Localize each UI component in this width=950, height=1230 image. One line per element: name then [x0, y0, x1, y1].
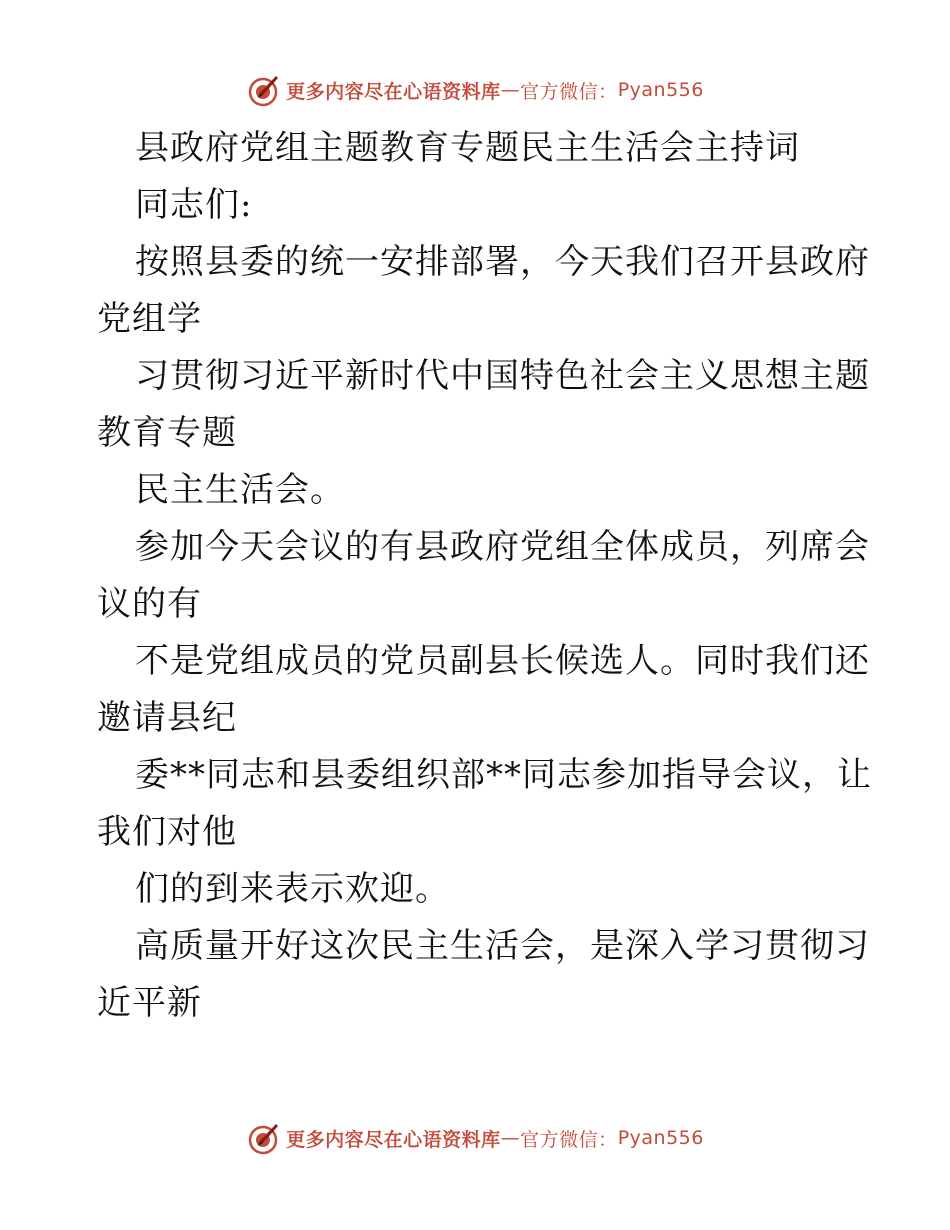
banner-site-name: 更多内容尽在心语资料库	[286, 1128, 501, 1151]
paragraph-line: 议的有	[97, 584, 202, 624]
banner-wechat-label: 官方微信：	[520, 80, 618, 103]
paragraph-line: 们的到来表示欢迎。	[135, 869, 450, 909]
paragraph-line: 党组学	[97, 299, 202, 339]
banner-site-name: 更多内容尽在心语资料库	[286, 80, 501, 103]
paragraph-line: 不是党组成员的党员副县长候选人。同时我们还	[135, 641, 870, 681]
header-banner	[0, 70, 950, 110]
quill-pen-logo-icon	[246, 1121, 280, 1155]
banner-wechat-id: Pyan556	[617, 1127, 704, 1149]
paragraph-line: 教育专题	[97, 413, 237, 453]
footer-banner	[0, 1118, 950, 1158]
quill-pen-logo-icon	[246, 73, 280, 107]
banner-separator: —	[500, 1127, 521, 1149]
paragraph-line: 参加今天会议的有县政府党组全体成员，列席会	[135, 527, 870, 567]
paragraph-line: 按照县委的统一安排部署，今天我们召开县政府	[135, 242, 870, 282]
document-body	[97, 120, 872, 1032]
banner-wechat-id: Pyan556	[617, 79, 704, 101]
paragraph-line: 邀请县纪	[97, 698, 237, 738]
paragraph-line: 同志们:	[135, 185, 253, 225]
paragraph-line: 民主生活会。	[135, 470, 345, 510]
paragraph-line: 近平新	[97, 983, 202, 1023]
paragraph-line: 习贯彻习近平新时代中国特色社会主义思想主题	[135, 356, 870, 396]
banner-separator: —	[500, 79, 521, 101]
banner-wechat-label: 官方微信：	[520, 1128, 618, 1151]
paragraph-line: 高质量开好这次民主生活会，是深入学习贯彻习	[135, 926, 870, 966]
paragraph-line: 委**同志和县委组织部**同志参加指导会议，让	[135, 755, 872, 795]
document-title: 县政府党组主题教育专题民主生活会主持词	[135, 128, 800, 168]
paragraph-line: 我们对他	[97, 812, 237, 852]
